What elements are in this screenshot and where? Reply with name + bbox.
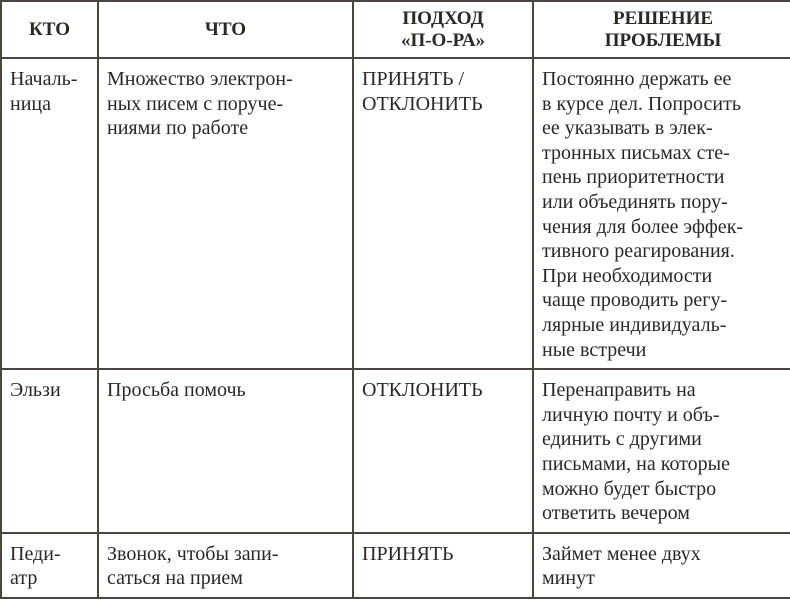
cell-solution: Перенаправить на личную почту и объ- единить с другими письмами, на которые можно будет быстро ответить вечером bbox=[533, 369, 790, 533]
header-row bbox=[1, 1, 790, 58]
cell-solution: Постоянно держать ее в курсе дел. Попросить ее указывать в элек- тронных письмах сте- пень приоритетности или объединять пору- чения для более эффек- тивного реагирования. При необходимости чаще проводить регу- лярные индивидуаль- ные встречи bbox=[533, 58, 790, 369]
table-row bbox=[1, 58, 790, 369]
cell-approach: ПРИНЯТЬ bbox=[353, 533, 533, 598]
table-row bbox=[1, 369, 790, 533]
header-solution: РЕШЕНИЕ ПРОБЛЕМЫ bbox=[533, 1, 790, 58]
header-what: ЧТО bbox=[98, 1, 353, 58]
table-row bbox=[1, 533, 790, 598]
cell-solution: Займет менее двух минут bbox=[533, 533, 790, 598]
header-who: КТО bbox=[1, 1, 98, 58]
cell-what: Множество электрон- ных писем с поруче- ниями по работе bbox=[98, 58, 353, 369]
cell-who: Педи- атр bbox=[1, 533, 98, 598]
cell-approach: ПРИНЯТЬ / ОТКЛОНИТЬ bbox=[353, 58, 533, 369]
cell-what: Просьба помочь bbox=[98, 369, 353, 533]
cell-who: Эльзи bbox=[1, 369, 98, 533]
cell-who: Началь- ница bbox=[1, 58, 98, 369]
cell-approach: ОТКЛОНИТЬ bbox=[353, 369, 533, 533]
header-approach: ПОДХОД «П-О-РА» bbox=[353, 1, 533, 58]
cell-what: Звонок, чтобы запи- саться на прием bbox=[98, 533, 353, 598]
